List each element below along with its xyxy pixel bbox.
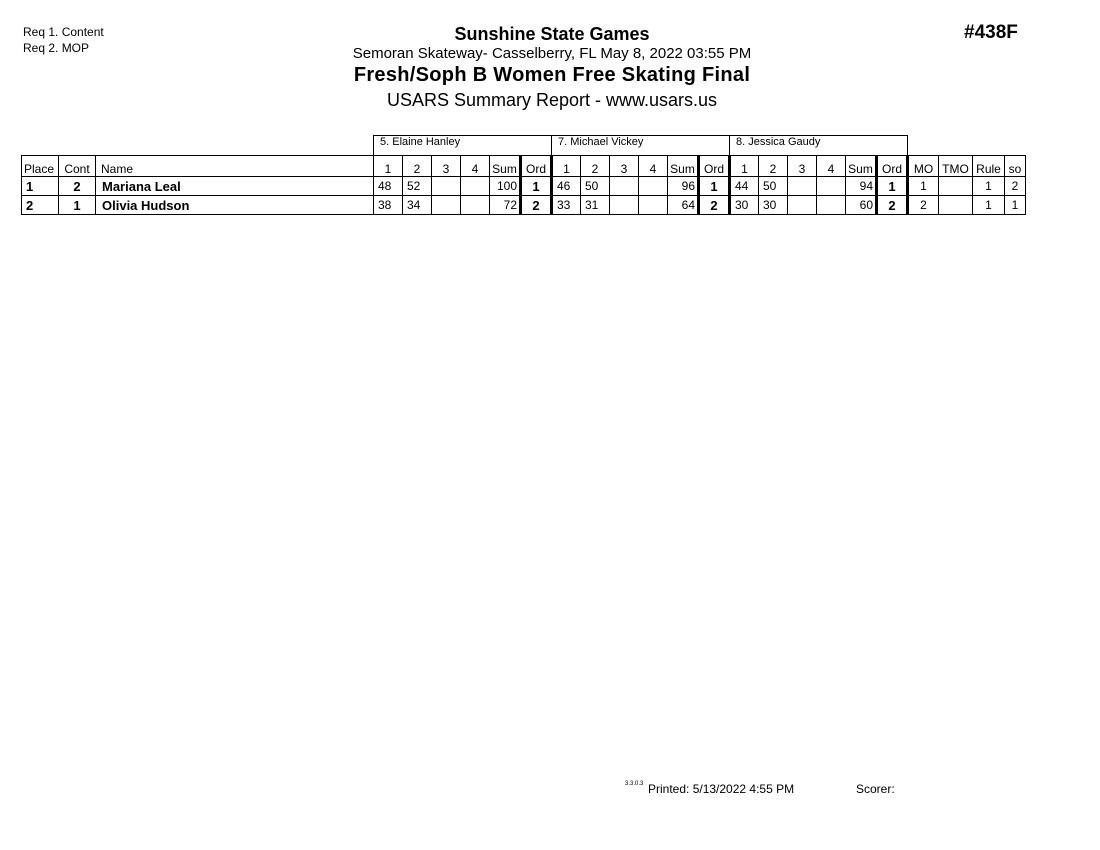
scorer-label: Scorer: bbox=[856, 782, 895, 796]
score-cell: 30 bbox=[759, 196, 788, 215]
table-row bbox=[22, 177, 1026, 196]
score-cell bbox=[788, 196, 817, 215]
mo-cell: 2 bbox=[908, 196, 939, 215]
score-cell bbox=[639, 196, 668, 215]
sum-cell: 60 bbox=[846, 196, 877, 215]
col-j2-score-4: 4 bbox=[639, 156, 668, 177]
score-cell: 52 bbox=[403, 177, 432, 196]
score-cell: 34 bbox=[403, 196, 432, 215]
judge-header-spacer bbox=[22, 136, 374, 156]
sum-cell: 64 bbox=[668, 196, 699, 215]
col-name: Name bbox=[96, 156, 374, 177]
col-j2-sum: Sum bbox=[668, 156, 699, 177]
so-cell: 2 bbox=[1005, 177, 1026, 196]
column-header-row bbox=[22, 156, 1026, 177]
score-cell bbox=[788, 177, 817, 196]
col-cont: Cont bbox=[59, 156, 96, 177]
judge-header-row bbox=[22, 136, 1026, 156]
ordinal-cell: 2 bbox=[699, 196, 730, 215]
col-tmo: TMO bbox=[939, 156, 973, 177]
col-j2-score-1: 1 bbox=[552, 156, 581, 177]
place-cell: 2 bbox=[22, 196, 59, 215]
sum-cell: 94 bbox=[846, 177, 877, 196]
rule-cell: 1 bbox=[973, 196, 1005, 215]
tmo-cell bbox=[939, 196, 973, 215]
report-title: Sunshine State Games bbox=[454, 24, 650, 44]
col-j1-score-3: 3 bbox=[432, 156, 461, 177]
event-number: #438F bbox=[964, 22, 1018, 43]
results-table bbox=[21, 135, 1026, 215]
col-j3-score-3: 3 bbox=[788, 156, 817, 177]
col-j2-ord: Ord bbox=[699, 156, 730, 177]
col-j2-score-2: 2 bbox=[581, 156, 610, 177]
cont-cell: 1 bbox=[59, 196, 96, 215]
tmo-cell bbox=[939, 177, 973, 196]
score-cell: 44 bbox=[730, 177, 759, 196]
col-mo: MO bbox=[908, 156, 939, 177]
score-cell: 30 bbox=[730, 196, 759, 215]
col-j1-score-2: 2 bbox=[403, 156, 432, 177]
report-subtitle: USARS Summary Report - www.usars.us bbox=[386, 90, 718, 110]
rule-cell: 1 bbox=[973, 177, 1005, 196]
judge-1-name: 5. Elaine Hanley bbox=[374, 136, 552, 156]
score-cell bbox=[817, 196, 846, 215]
col-j3-sum: Sum bbox=[846, 156, 877, 177]
score-cell bbox=[639, 177, 668, 196]
ordinal-cell: 1 bbox=[699, 177, 730, 196]
score-cell bbox=[432, 177, 461, 196]
ordinal-cell: 1 bbox=[877, 177, 908, 196]
score-cell: 33 bbox=[552, 196, 581, 215]
col-j3-score-4: 4 bbox=[817, 156, 846, 177]
table-row bbox=[22, 196, 1026, 215]
score-cell: 31 bbox=[581, 196, 610, 215]
skater-name: Olivia Hudson bbox=[96, 196, 374, 215]
col-so: so bbox=[1005, 156, 1026, 177]
printed-timestamp: Printed: 5/13/2022 4:55 PM bbox=[648, 782, 795, 796]
score-cell: 38 bbox=[374, 196, 403, 215]
cont-cell: 2 bbox=[59, 177, 96, 196]
col-j1-score-4: 4 bbox=[461, 156, 490, 177]
venue-date: Semoran Skateway- Casselberry, FL May 8, 2022 03:55 PM bbox=[352, 45, 752, 62]
score-cell bbox=[461, 196, 490, 215]
mo-cell: 1 bbox=[908, 177, 939, 196]
col-j1-score-1: 1 bbox=[374, 156, 403, 177]
skater-name: Mariana Leal bbox=[96, 177, 374, 196]
score-cell bbox=[817, 177, 846, 196]
score-cell bbox=[432, 196, 461, 215]
col-j3-score-2: 2 bbox=[759, 156, 788, 177]
sum-cell: 72 bbox=[490, 196, 521, 215]
ordinal-cell: 1 bbox=[521, 177, 552, 196]
sum-cell: 100 bbox=[490, 177, 521, 196]
col-j3-score-1: 1 bbox=[730, 156, 759, 177]
so-cell: 1 bbox=[1005, 196, 1026, 215]
col-j2-score-3: 3 bbox=[610, 156, 639, 177]
ordinal-cell: 2 bbox=[877, 196, 908, 215]
score-cell bbox=[610, 177, 639, 196]
event-name: Fresh/Soph B Women Free Skating Final bbox=[353, 64, 751, 86]
score-cell: 50 bbox=[759, 177, 788, 196]
score-cell: 46 bbox=[552, 177, 581, 196]
judge-header-tail-spacer bbox=[908, 136, 1026, 156]
score-cell: 50 bbox=[581, 177, 610, 196]
score-cell bbox=[461, 177, 490, 196]
requirement-2: Req 2. MOP bbox=[23, 41, 90, 55]
ordinal-cell: 2 bbox=[521, 196, 552, 215]
score-cell bbox=[610, 196, 639, 215]
judge-3-name: 8. Jessica Gaudy bbox=[730, 136, 908, 156]
col-place: Place bbox=[22, 156, 59, 177]
place-cell: 1 bbox=[22, 177, 59, 196]
col-j3-ord: Ord bbox=[877, 156, 908, 177]
col-rule: Rule bbox=[973, 156, 1005, 177]
judge-2-name: 7. Michael Vickey bbox=[552, 136, 730, 156]
requirement-1: Req 1. Content bbox=[23, 25, 104, 39]
score-cell: 48 bbox=[374, 177, 403, 196]
col-j1-sum: Sum bbox=[490, 156, 521, 177]
sum-cell: 96 bbox=[668, 177, 699, 196]
col-j1-ord: Ord bbox=[521, 156, 552, 177]
software-version: 3.3.0.3 bbox=[625, 781, 644, 787]
